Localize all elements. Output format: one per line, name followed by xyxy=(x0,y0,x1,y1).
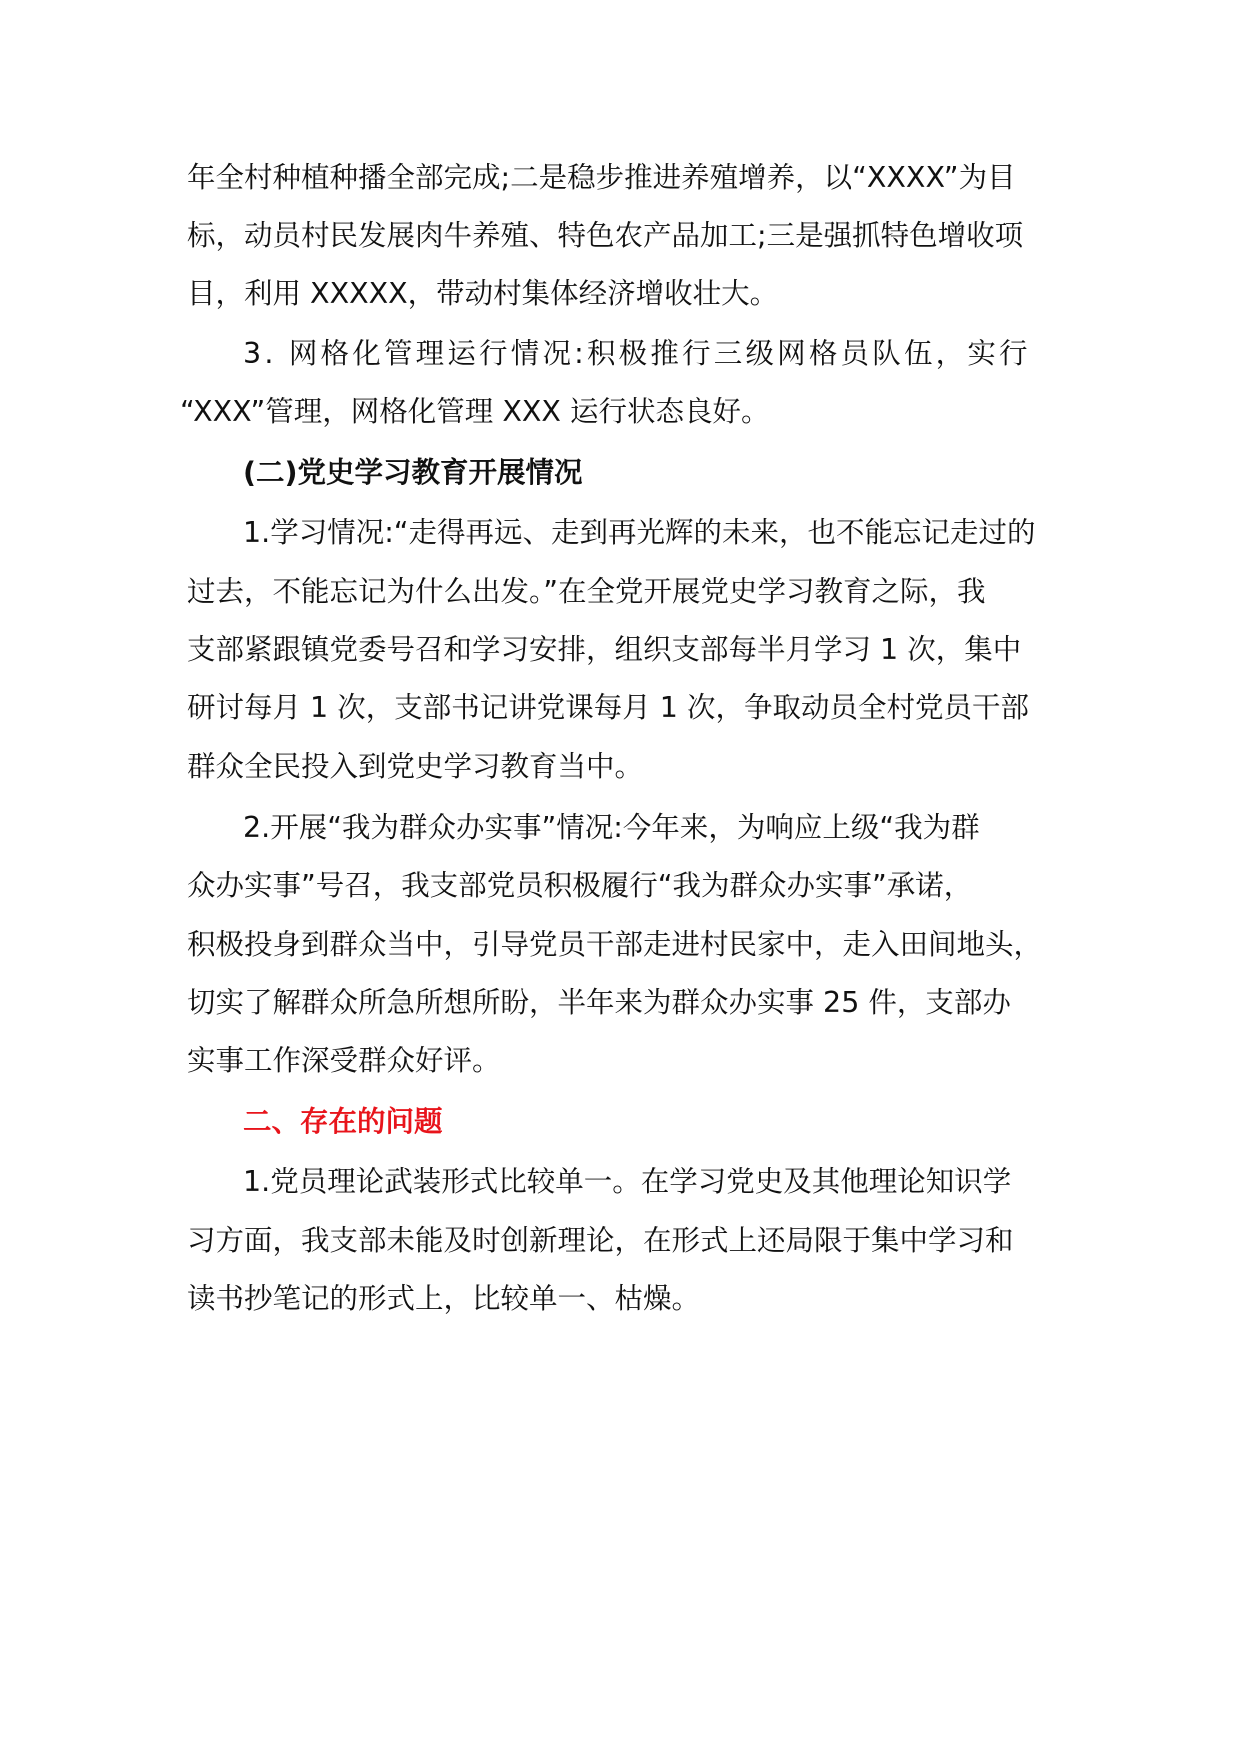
paragraph-line: 3. 网格化管理运行情况:积极推行三级网格员队伍，实行 xyxy=(243,337,1031,370)
paragraph-line: 1.党员理论武装形式比较单一。在学习党史及其他理论知识学 xyxy=(243,1165,1012,1198)
paragraph-line: 切实了解群众所急所想所盼，半年来为群众办实事 25 件，支部办 xyxy=(187,986,1011,1019)
paragraph-line: 1.学习情况:“走得再远、走到再光辉的未来，也不能忘记走过的 xyxy=(243,516,1036,549)
paragraph-line: 过去，不能忘记为什么出发。”在全党开展党史学习教育之际，我 xyxy=(187,575,986,608)
paragraph-line: “XXX”管理，网格化管理 XXX 运行状态良好。 xyxy=(180,395,770,428)
paragraph-line: 支部紧跟镇党委号召和学习安排，组织支部每半月学习 1 次，集中 xyxy=(187,633,1022,666)
paragraph-line: 年全村种植种播全部完成;二是稳步推进养殖增养，以“XXXX”为目 xyxy=(187,161,1016,194)
paragraph-line: 群众全民投入到党史学习教育当中。 xyxy=(187,750,644,783)
paragraph-line: 读书抄笔记的形式上，比较单一、枯燥。 xyxy=(187,1282,701,1315)
paragraph-line: 研讨每月 1 次，支部书记讲党课每月 1 次，争取动员全村党员干部 xyxy=(187,691,1030,724)
paragraph-line: 习方面，我支部未能及时创新理论，在形式上还局限于集中学习和 xyxy=(187,1224,1014,1257)
subsection-heading: (二)党史学习教育开展情况 xyxy=(243,456,583,489)
paragraph-line: 目，利用 XXXXX，带动村集体经济增收壮大。 xyxy=(187,277,779,310)
paragraph-line: 标，动员村民发展肉牛养殖、特色农产品加工;三是强抓特色增收项 xyxy=(187,219,1024,252)
section-heading: 二、存在的问题 xyxy=(243,1105,443,1138)
paragraph-line: 实事工作深受群众好评。 xyxy=(187,1044,501,1077)
paragraph-line: 积极投身到群众当中，引导党员干部走进村民家中，走入田间地头， xyxy=(187,928,1043,961)
paragraph-line: 2.开展“我为群众办实事”情况:今年来，为响应上级“我为群 xyxy=(243,811,980,844)
paragraph-line: 众办实事”号召，我支部党员积极履行“我为群众办实事”承诺， xyxy=(187,869,973,902)
